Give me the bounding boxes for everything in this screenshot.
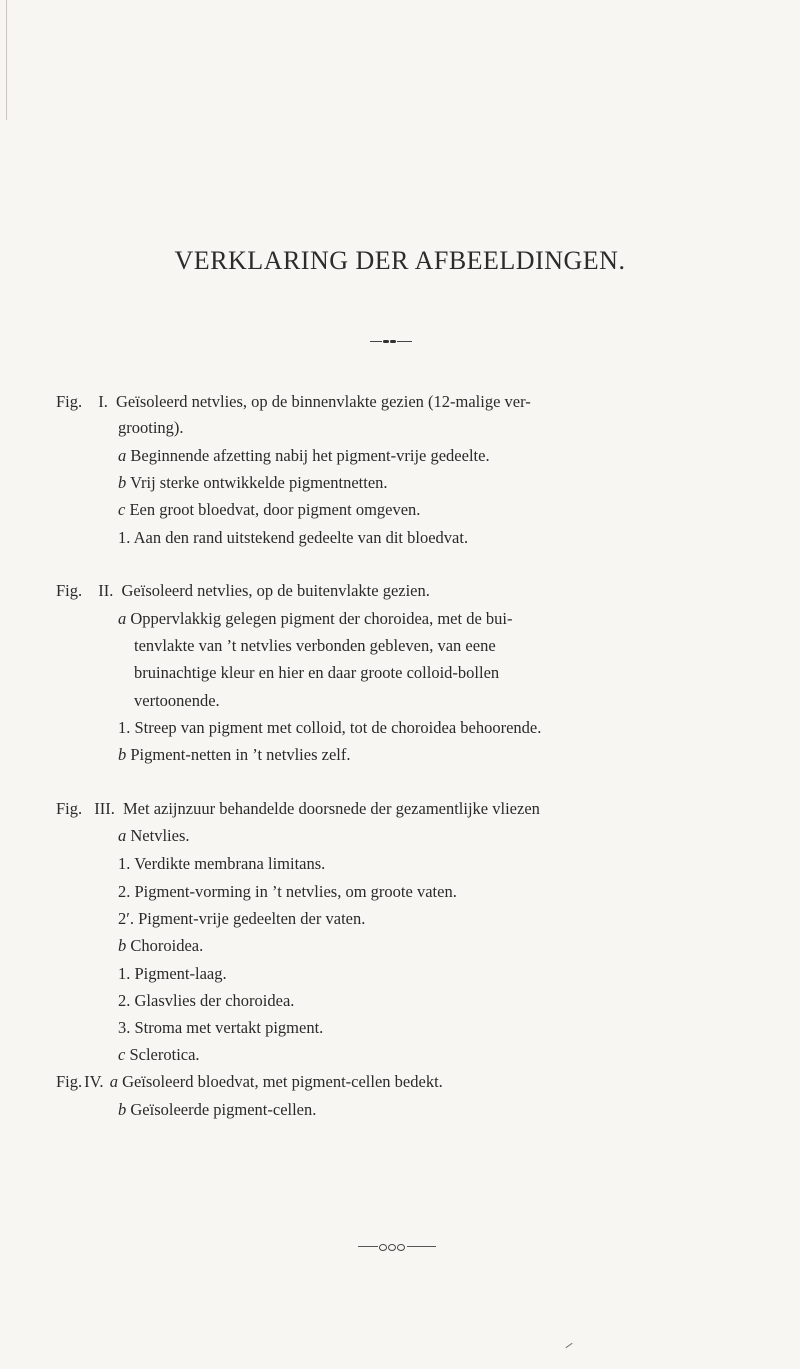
list-item (118, 745, 350, 765)
stray-mark (565, 1343, 572, 1348)
item-key: c (118, 1045, 126, 1064)
fig4-heading (56, 1072, 443, 1092)
list-item (118, 718, 541, 738)
page-edge-line (6, 0, 7, 120)
item-text: Pigment-vrije gedeelten der vaten. (138, 909, 366, 928)
item-text: Pigment-laag. (134, 964, 227, 983)
item-text-cont: vertoonende. (134, 691, 220, 710)
fig1-text-cont: grooting). (118, 418, 184, 437)
list-item (118, 991, 294, 1011)
list-item (118, 528, 468, 548)
fig-label: Fig. (56, 1072, 83, 1091)
list-item (118, 964, 227, 984)
list-item (118, 1045, 200, 1065)
item-text: Sclerotica. (129, 1045, 200, 1064)
item-text: Beginnende afzetting nabij het pigment-vrije gedeelte. (130, 446, 490, 465)
list-item (118, 936, 203, 956)
item-key: 2. (118, 991, 131, 1010)
fig-number: II. (98, 581, 114, 600)
fig-number: I. (98, 392, 108, 411)
item-key: 1. (118, 854, 131, 873)
item-text: Oppervlakkig gelegen pigment der choroidea, met de bui- (130, 609, 513, 628)
list-item (118, 500, 420, 520)
item-text: Pigment-vorming in ’t netvlies, om groote vaten. (134, 882, 457, 901)
item-key: b (118, 1100, 127, 1119)
item-key: a (118, 609, 127, 628)
item-key: a (118, 446, 127, 465)
list-item (118, 854, 325, 874)
item-key: a (118, 826, 127, 845)
fig-number: III. (94, 799, 115, 818)
fig-text: Geïsoleerd netvlies, op de binnenvlakte gezien (12-malige ver- (116, 392, 531, 411)
item-text: Netvlies. (130, 826, 190, 845)
item-key: b (118, 473, 127, 492)
list-item (118, 609, 513, 629)
list-item (118, 1018, 323, 1038)
item-key: a (109, 1072, 118, 1091)
item-text: Verdikte membrana limitans. (134, 854, 326, 873)
item-key: b (118, 936, 127, 955)
item-text: Glasvlies der choroidea. (134, 991, 295, 1010)
item-text: Geïsoleerde pigment-cellen. (130, 1100, 317, 1119)
end-ornament (358, 1244, 436, 1250)
item-text: Geïsoleerd bloedvat, met pigment-cellen bedekt. (122, 1072, 443, 1091)
list-item (118, 1100, 316, 1120)
item-key: 2. (118, 882, 131, 901)
list-item (118, 826, 190, 846)
list-item (118, 473, 388, 493)
fig-text: Geïsoleerd netvlies, op de buitenvlakte gezien. (121, 581, 430, 600)
item-text: Pigment-netten in ’t netvlies zelf. (130, 745, 351, 764)
fig-label: Fig. (56, 392, 83, 411)
item-key: 1. (118, 718, 131, 737)
fig-label: Fig. (56, 581, 83, 600)
fig-label: Fig. (56, 799, 83, 818)
item-text: Aan den rand uitstekend gedeelte van dit bloedvat. (133, 528, 469, 547)
item-key: 3. (118, 1018, 131, 1037)
fig-number: IV. (84, 1072, 104, 1091)
list-item (118, 882, 457, 902)
item-text: Choroidea. (130, 936, 204, 955)
item-key: 1. (118, 528, 131, 547)
fig-text: Met azijnzuur behandelde doorsnede der gezamentlijke vliezen (123, 799, 540, 818)
fig1-heading (56, 392, 531, 412)
item-key: 1. (118, 964, 131, 983)
item-text: Streep van pigment met colloid, tot de choroidea behoorende. (134, 718, 542, 737)
fig3-heading (56, 799, 540, 819)
item-key: b (118, 745, 127, 764)
item-text-cont: tenvlakte van ’t netvlies verbonden gebleven, van eene (134, 636, 496, 655)
page-title: VERKLARING DER AFBEELDINGEN. (174, 246, 626, 275)
item-key: c (118, 500, 126, 519)
item-text-cont: bruinachtige kleur en hier en daar groote colloid-bollen (134, 663, 500, 682)
list-item (118, 909, 365, 929)
item-text: Vrij sterke ontwikkelde pigmentnetten. (130, 473, 388, 492)
item-text: Stroma met vertakt pigment. (134, 1018, 324, 1037)
fig2-heading (56, 581, 430, 601)
title-ornament (370, 340, 412, 344)
list-item (118, 446, 490, 466)
item-text: Een groot bloedvat, door pigment omgeven. (129, 500, 421, 519)
item-key: 2′. (118, 909, 134, 928)
